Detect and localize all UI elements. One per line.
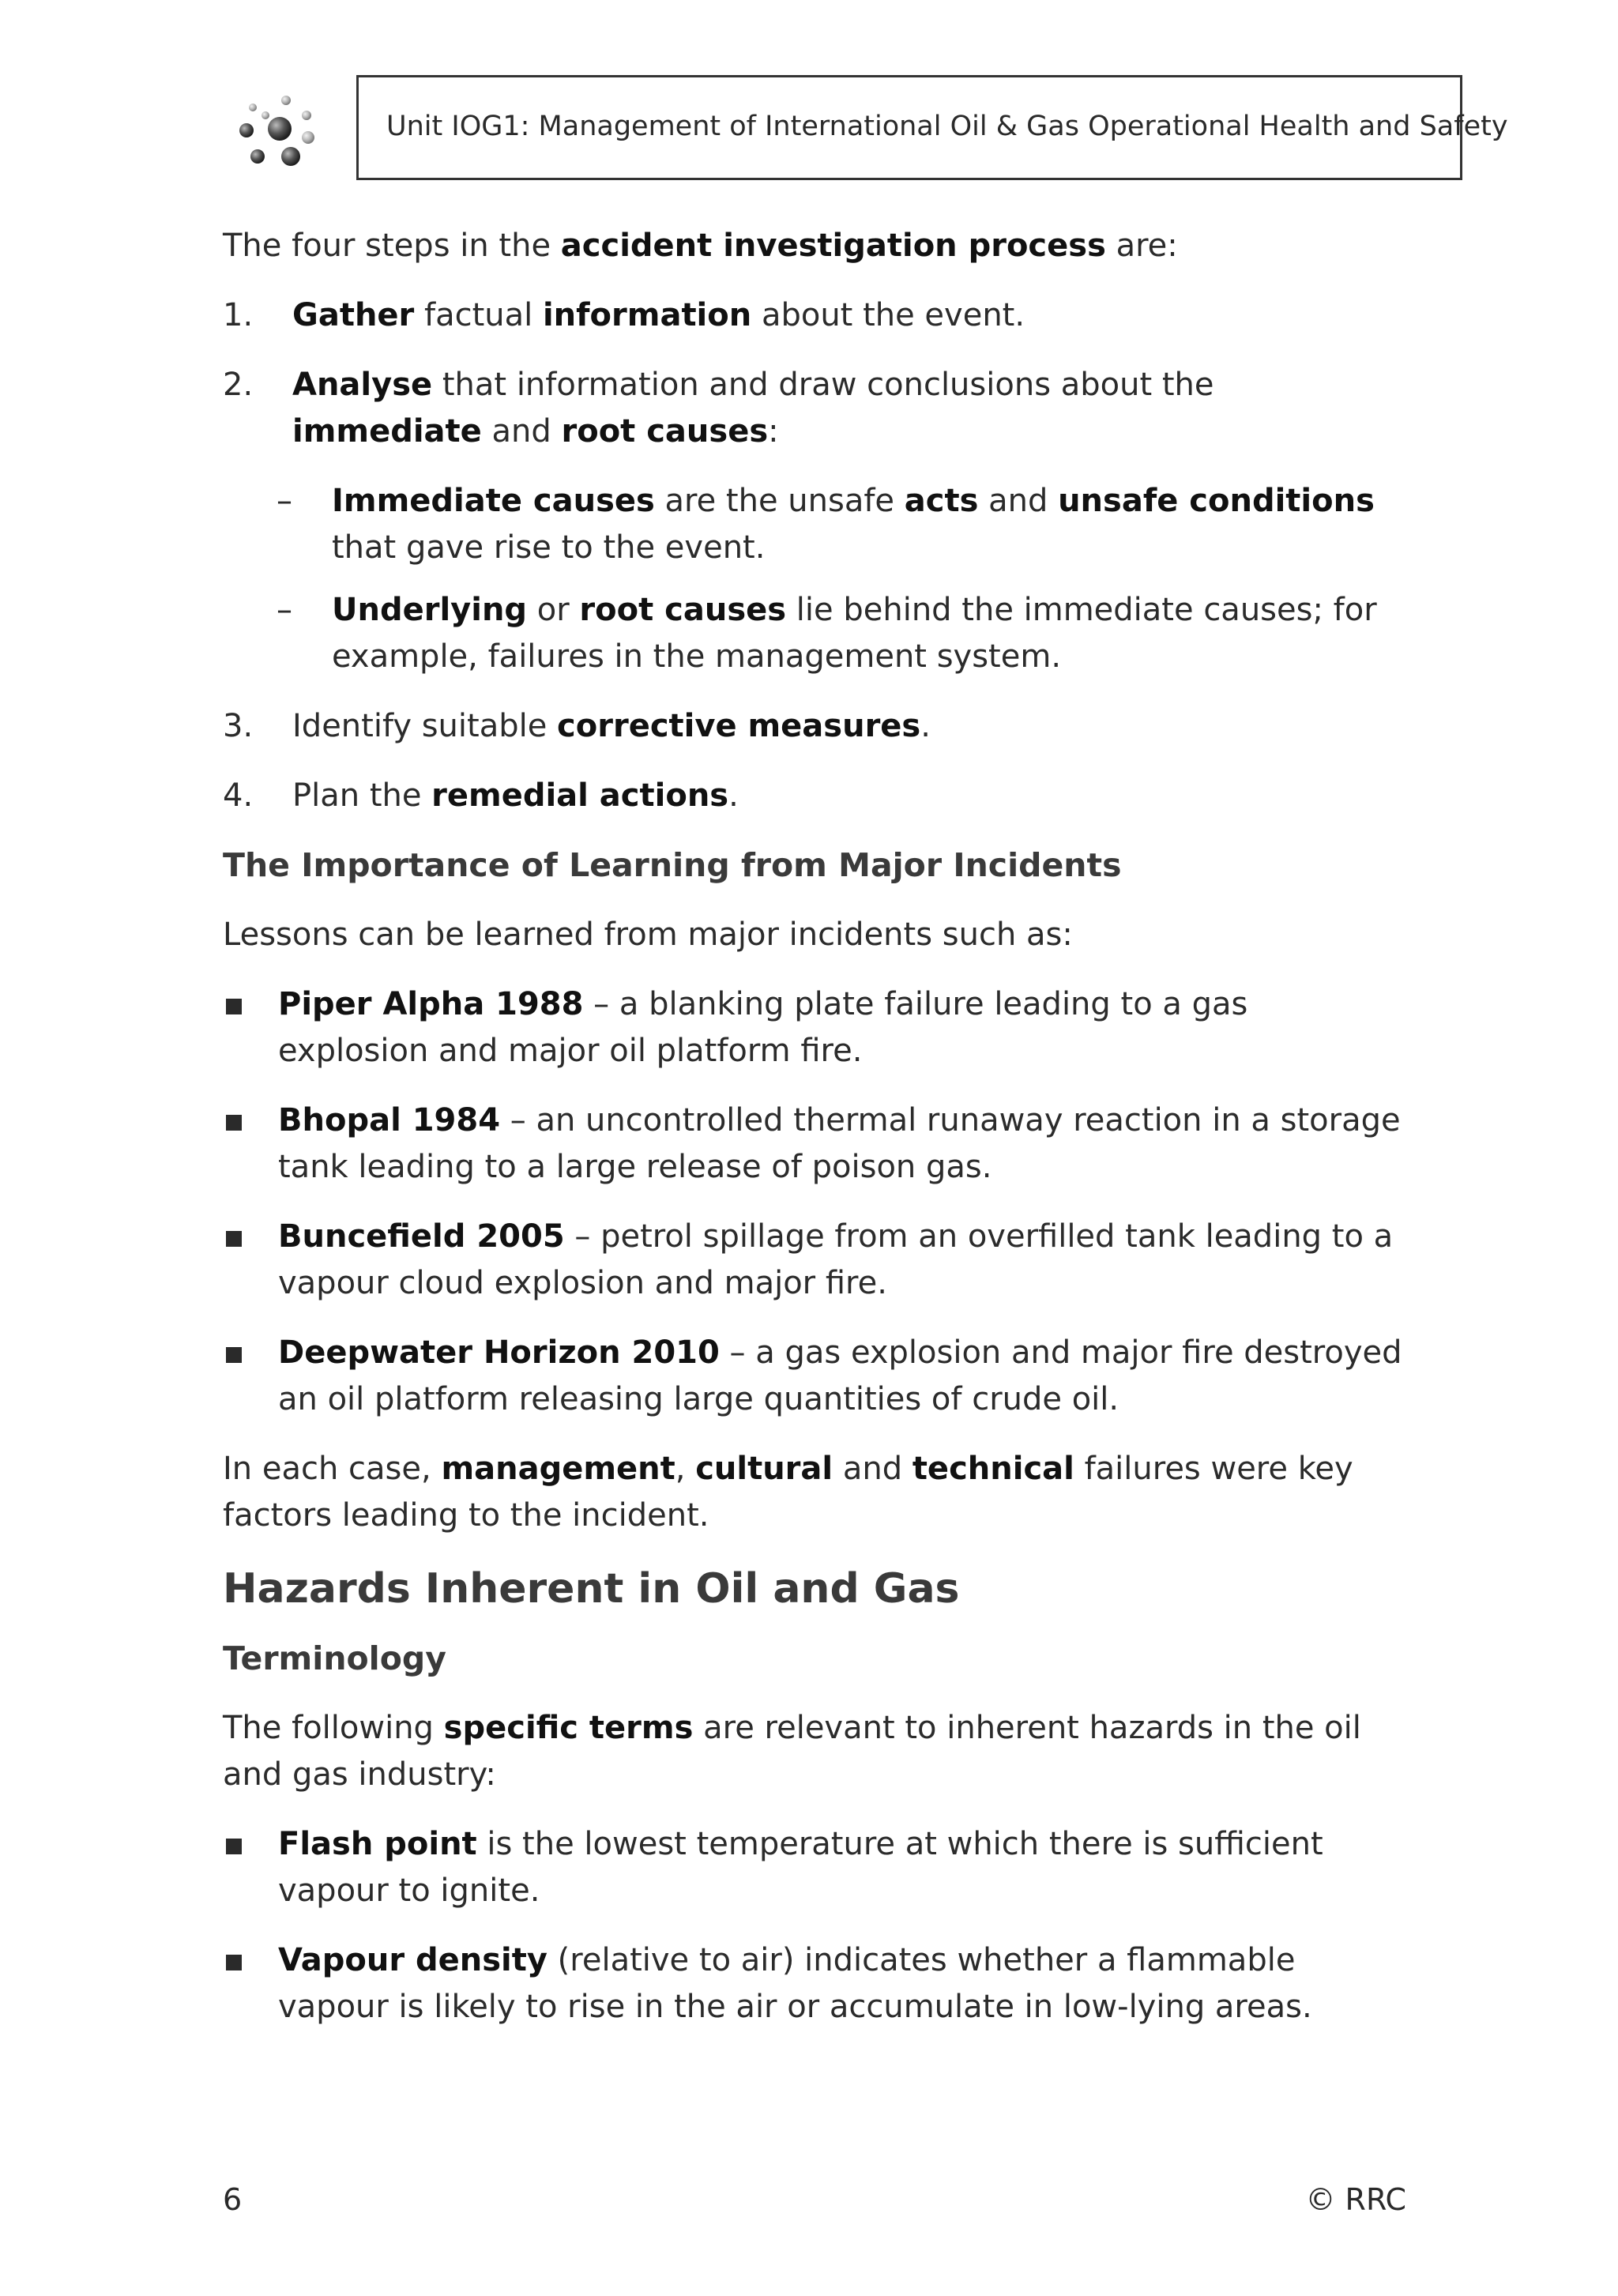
terminology-heading: Terminology: [223, 1639, 446, 1677]
bullet-square: [226, 1115, 242, 1131]
hazards-heading: Hazards Inherent in Oil and Gas: [223, 1565, 960, 1613]
bullet-square: [226, 1231, 242, 1247]
bullet-square: [226, 1839, 242, 1854]
dash-marker: –: [277, 592, 292, 628]
step-4: 4. Plan the remedial actions.: [223, 773, 1408, 819]
page-content: [223, 223, 1408, 2053]
intro-paragraph: The four steps in the accident investigation process are:: [223, 228, 1178, 264]
learning-heading: The Importance of Learning from Major Incidents: [223, 846, 1122, 884]
term-item: Vapour density (relative to air) indicates whether a flammable vapour is likely to rise in the air or accumulate in low-lying areas.: [223, 1937, 1408, 2031]
dash-marker: –: [277, 483, 292, 519]
root-causes-item: – Underlying or root causes lie behind the immediate causes; for example, failures in the management system.: [223, 587, 1408, 680]
step-number: 2.: [223, 367, 254, 403]
incident-item: Piper Alpha 1988 – a blanking plate failure leading to a gas explosion and major oil platform fire.: [223, 981, 1408, 1075]
step-2: 2. Analyse that information and draw conclusions about the immediate and root causes:: [223, 362, 1408, 455]
bullet-square: [226, 999, 242, 1014]
step-number: 3.: [223, 708, 254, 744]
terminology-intro: The following specific terms are relevant to inherent hazards in the oil and gas industry:: [223, 1710, 1361, 1793]
header-box: [356, 75, 1508, 180]
term-item: Flash point is the lowest temperature at which there is sufficient vapour to ignite.: [223, 1821, 1408, 1914]
page-number: 6: [223, 2182, 243, 2217]
learning-summary: In each case, management, cultural and technical failures were key factors leading to the incident.: [223, 1451, 1353, 1534]
bullet-square: [226, 1955, 242, 1970]
step-number: 1.: [223, 297, 254, 333]
incident-item: Bhopal 1984 – an uncontrolled thermal runaway reaction in a storage tank leading to a large release of poison gas.: [223, 1097, 1408, 1191]
unit-title: Unit IOG1: Management of International Oil & Gas Operational Health and Safety: [386, 111, 1508, 142]
learning-intro: Lessons can be learned from major incidents such as:: [223, 917, 1073, 953]
step-3: 3. Identify suitable corrective measures.: [223, 703, 1408, 750]
step-number: 4.: [223, 777, 254, 814]
incident-item: Buncefield 2005 – petrol spillage from an overfilled tank leading to a vapour cloud explosion and major fire.: [223, 1214, 1408, 1307]
copyright: © RRC: [1305, 2182, 1406, 2217]
molecule-logo-icon: [237, 93, 325, 169]
incident-item: Deepwater Horizon 2010 – a gas explosion and major fire destroyed an oil platform releasing large quantities of crude oil.: [223, 1330, 1408, 1423]
step-1: 1. Gather factual information about the event.: [223, 292, 1408, 339]
bullet-square: [226, 1347, 242, 1363]
immediate-causes-item: – Immediate causes are the unsafe acts and unsafe conditions that gave rise to the event.: [223, 478, 1408, 571]
